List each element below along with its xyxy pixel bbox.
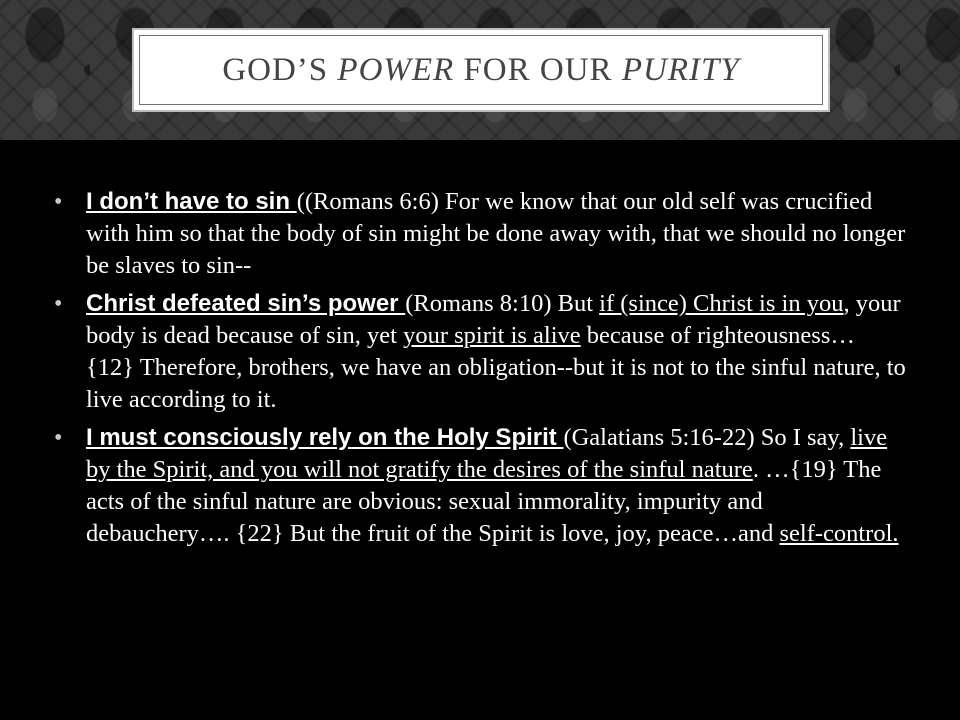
bullet-dot-icon: • [54,291,63,317]
title-inner-frame [139,35,823,105]
bullet-text: (Galatians 5:16-22) So I say, [563,424,851,451]
bullet-text: ((Romans 6:6) For we know that our old self was crucified with him so that the body of sin might be done away with, that we should no longer be slaves to sin-- [86,188,906,279]
bullet-text: . …{19} The acts of the sinful nature are obvious: sexual immorality, impurity and debauchery…. {22} But the fruit of the Spirit is love, joy, peace…and [86,456,882,547]
title-box [132,28,830,112]
bullet-lead: I don’t have to sin [86,188,297,215]
slide-title [222,52,739,89]
title-part-3: FOR OUR [454,51,622,88]
title-part-4: PURITY [621,51,740,88]
bullet-underlined-text: self-control. [779,520,899,547]
bullet-item-3 [54,422,908,550]
bullet-list [0,186,960,556]
bullet-text: , your body is dead because of sin, yet [86,290,901,349]
bullet-text: (Romans 8:10) But [405,290,600,317]
title-part-2: POWER [337,51,455,88]
title-part-1: GOD’S [222,51,338,88]
bullet-item-2 [54,288,908,416]
bullet-item-1 [54,186,908,282]
bullet-lead: I must consciously rely on the Holy Spirit [86,424,564,451]
bullet-dot-icon: • [54,425,63,451]
bullet-text: because of righteousness… {12} Therefore, brothers, we have an obligation--but it is not to the sinful nature, to live according to it. [86,322,906,413]
bullet-dot-icon: • [54,189,63,215]
bullet-underlined-text: live by the Spirit, and you will not gratify the desires of the sinful nature [86,424,888,483]
bullet-lead: Christ defeated sin’s power [86,290,406,317]
bullet-underlined-text: if (since) Christ is in you [599,290,844,317]
bullet-underlined-text: your spirit is alive [403,322,581,349]
